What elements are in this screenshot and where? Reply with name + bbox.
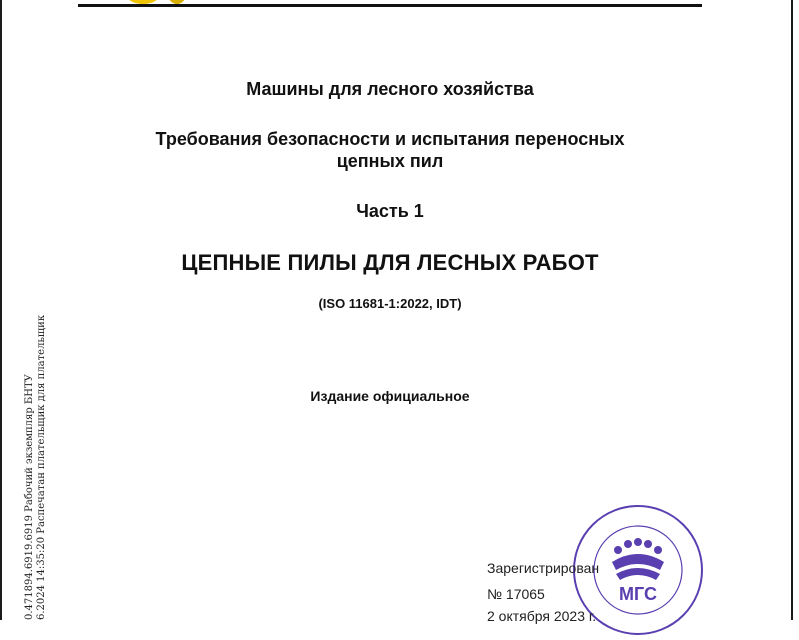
subtitle-line-2: цепных пил: [336, 151, 444, 171]
subtitle-line-1: Требования безопасности и испытания переносных: [155, 129, 625, 149]
iso-reference: (ISO 11681-1:2022, IDT): [318, 296, 462, 311]
part-title: ЦЕПНЫЕ ПИЛЫ ДЛЯ ЛЕСНЫХ РАБОТ: [181, 250, 599, 275]
side-watermark: [24, 315, 48, 620]
seal-center-text: МГС: [619, 584, 657, 604]
watermark-line-1: 0.471894.6919.6919 Рабочий экземпляр БНТУ: [24, 374, 35, 620]
part-label: Часть 1: [356, 201, 424, 221]
registration-number: № 17065: [487, 586, 545, 602]
watermark-line-2: 6.2024 14:35:20 Распечатан плательщик для плательщик: [36, 314, 47, 620]
registration-date: 2 октября 2023 г.: [487, 608, 597, 624]
registration-label: Зарегистрирован: [487, 560, 600, 576]
document-subtitle: [0, 128, 780, 172]
header-rule: [78, 4, 702, 7]
edition-label: Издание официальное: [310, 388, 470, 404]
document-title: Машины для лесного хозяйства: [246, 79, 534, 99]
